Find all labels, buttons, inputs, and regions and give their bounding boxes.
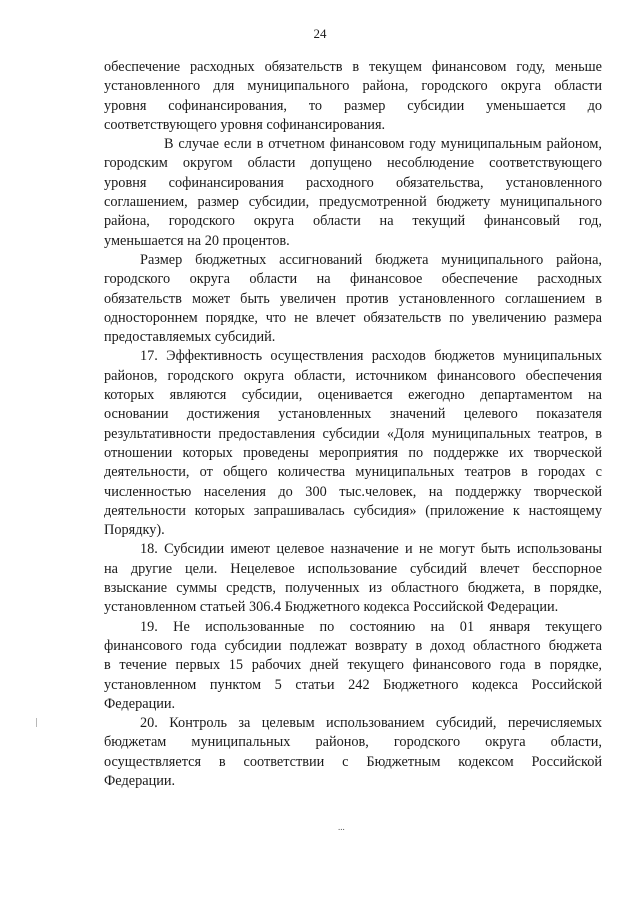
text-line: Размер бюджетных ассигнований бюджета муниципального района, <box>140 251 602 268</box>
paragraph-cofinancing-violation <box>104 135 602 251</box>
text-line: которых являются субсидии, оценивается ежегодно департаментом на <box>104 387 602 404</box>
text-line: основании достижения установленных значений целевого показателя <box>104 406 602 423</box>
text-line: 19. Не использованные по состоянию на 01 января текущего <box>140 618 602 635</box>
text-line: финансового года субсидии подлежат возврату в доход областного бюджета <box>104 637 602 654</box>
text-line: обязательств может быть увеличен против установленного соглашением в <box>104 290 602 307</box>
text-line: районов, городского округа области, источником финансового обеспечения <box>104 367 602 384</box>
text-line: деятельности, от общего количества муниципальных театров в городах с <box>104 464 602 481</box>
text-line: отношении которых проведены мероприятия по поддержке их творческой <box>104 444 602 461</box>
text-line: осуществляется в соответствии с Бюджетным кодексом Российской <box>104 753 602 770</box>
text-line: на другие цели. Нецелевое использование субсидий влечет бесспорное <box>104 560 602 577</box>
text-line: 20. Контроль за целевым использованием субсидий, перечисляемых <box>140 715 602 732</box>
text-line: 18. Субсидии имеют целевое назначение и не могут быть использованы <box>140 541 602 558</box>
text-line: 17. Эффективность осуществления расходов бюджетов муниципальных <box>140 348 602 365</box>
text-line: соглашением, размер субсидии, предусмотренной бюджету муниципального <box>104 194 602 211</box>
text-line: одностороннем порядке, что не влечет обязательств по увеличению размера <box>104 309 602 326</box>
text-line: района, городского округа области на текущий финансовый год, <box>104 213 602 230</box>
text-line: соответствующего уровня софинансирования. <box>104 116 386 133</box>
text-line: в течение первых 15 рабочих дней текущего финансового года в порядке, <box>104 657 602 674</box>
scan-margin-mark <box>36 718 37 727</box>
text-line: установленного для муниципального района, городского округа области <box>104 78 602 95</box>
text-line: уменьшается на 20 процентов. <box>104 232 290 249</box>
text-line: городским округом области допущено несоблюдение соответствующего <box>104 155 602 172</box>
text-line: деятельности которых запрашивалась субсидия» (приложение к настоящему <box>104 502 602 519</box>
paragraph-item-17 <box>104 347 602 540</box>
paragraph-continuation <box>104 58 602 135</box>
paragraph-item-19 <box>104 618 602 714</box>
text-line: установленном пунктом 5 статьи 242 Бюджетного кодекса Российской <box>104 676 602 693</box>
text-line: Порядку). <box>104 522 165 539</box>
text-line: взыскание суммы средств, полученных из областного бюджета, в порядке, <box>104 580 602 597</box>
text-line: Федерации. <box>104 695 176 712</box>
text-line: уровня софинансирования расходного обязательства, установленного <box>104 174 602 191</box>
text-line: бюджетам муниципальных районов, городского округа области, <box>104 734 602 751</box>
text-line: Федерации. <box>104 772 176 789</box>
text-line: предоставляемых субсидий. <box>104 329 276 346</box>
paragraph-item-18 <box>104 540 602 617</box>
paragraph-item-20 <box>104 714 602 791</box>
text-line: численностью населения до 300 тыс.человек, на поддержку творческой <box>104 483 602 500</box>
paragraph-budget-allocations <box>104 251 602 347</box>
footer-mark: ... <box>338 822 345 832</box>
text-line: результативности предоставления субсидии «Доля муниципальных театров, в <box>104 425 602 442</box>
text-line: установленном статьей 306.4 Бюджетного кодекса Российской Федерации. <box>104 599 559 616</box>
text-line: уровня софинансирования, то размер субсидии уменьшается до <box>104 97 602 114</box>
document-body <box>104 58 602 791</box>
text-line: В случае если в отчетном финансовом году муниципальным районом, <box>164 136 602 153</box>
text-line: городского округа области на финансовое обеспечение расходных <box>104 271 602 288</box>
page-number: 24 <box>313 26 327 41</box>
text-line: обеспечение расходных обязательств в текущем финансовом году, меньше <box>104 59 602 75</box>
